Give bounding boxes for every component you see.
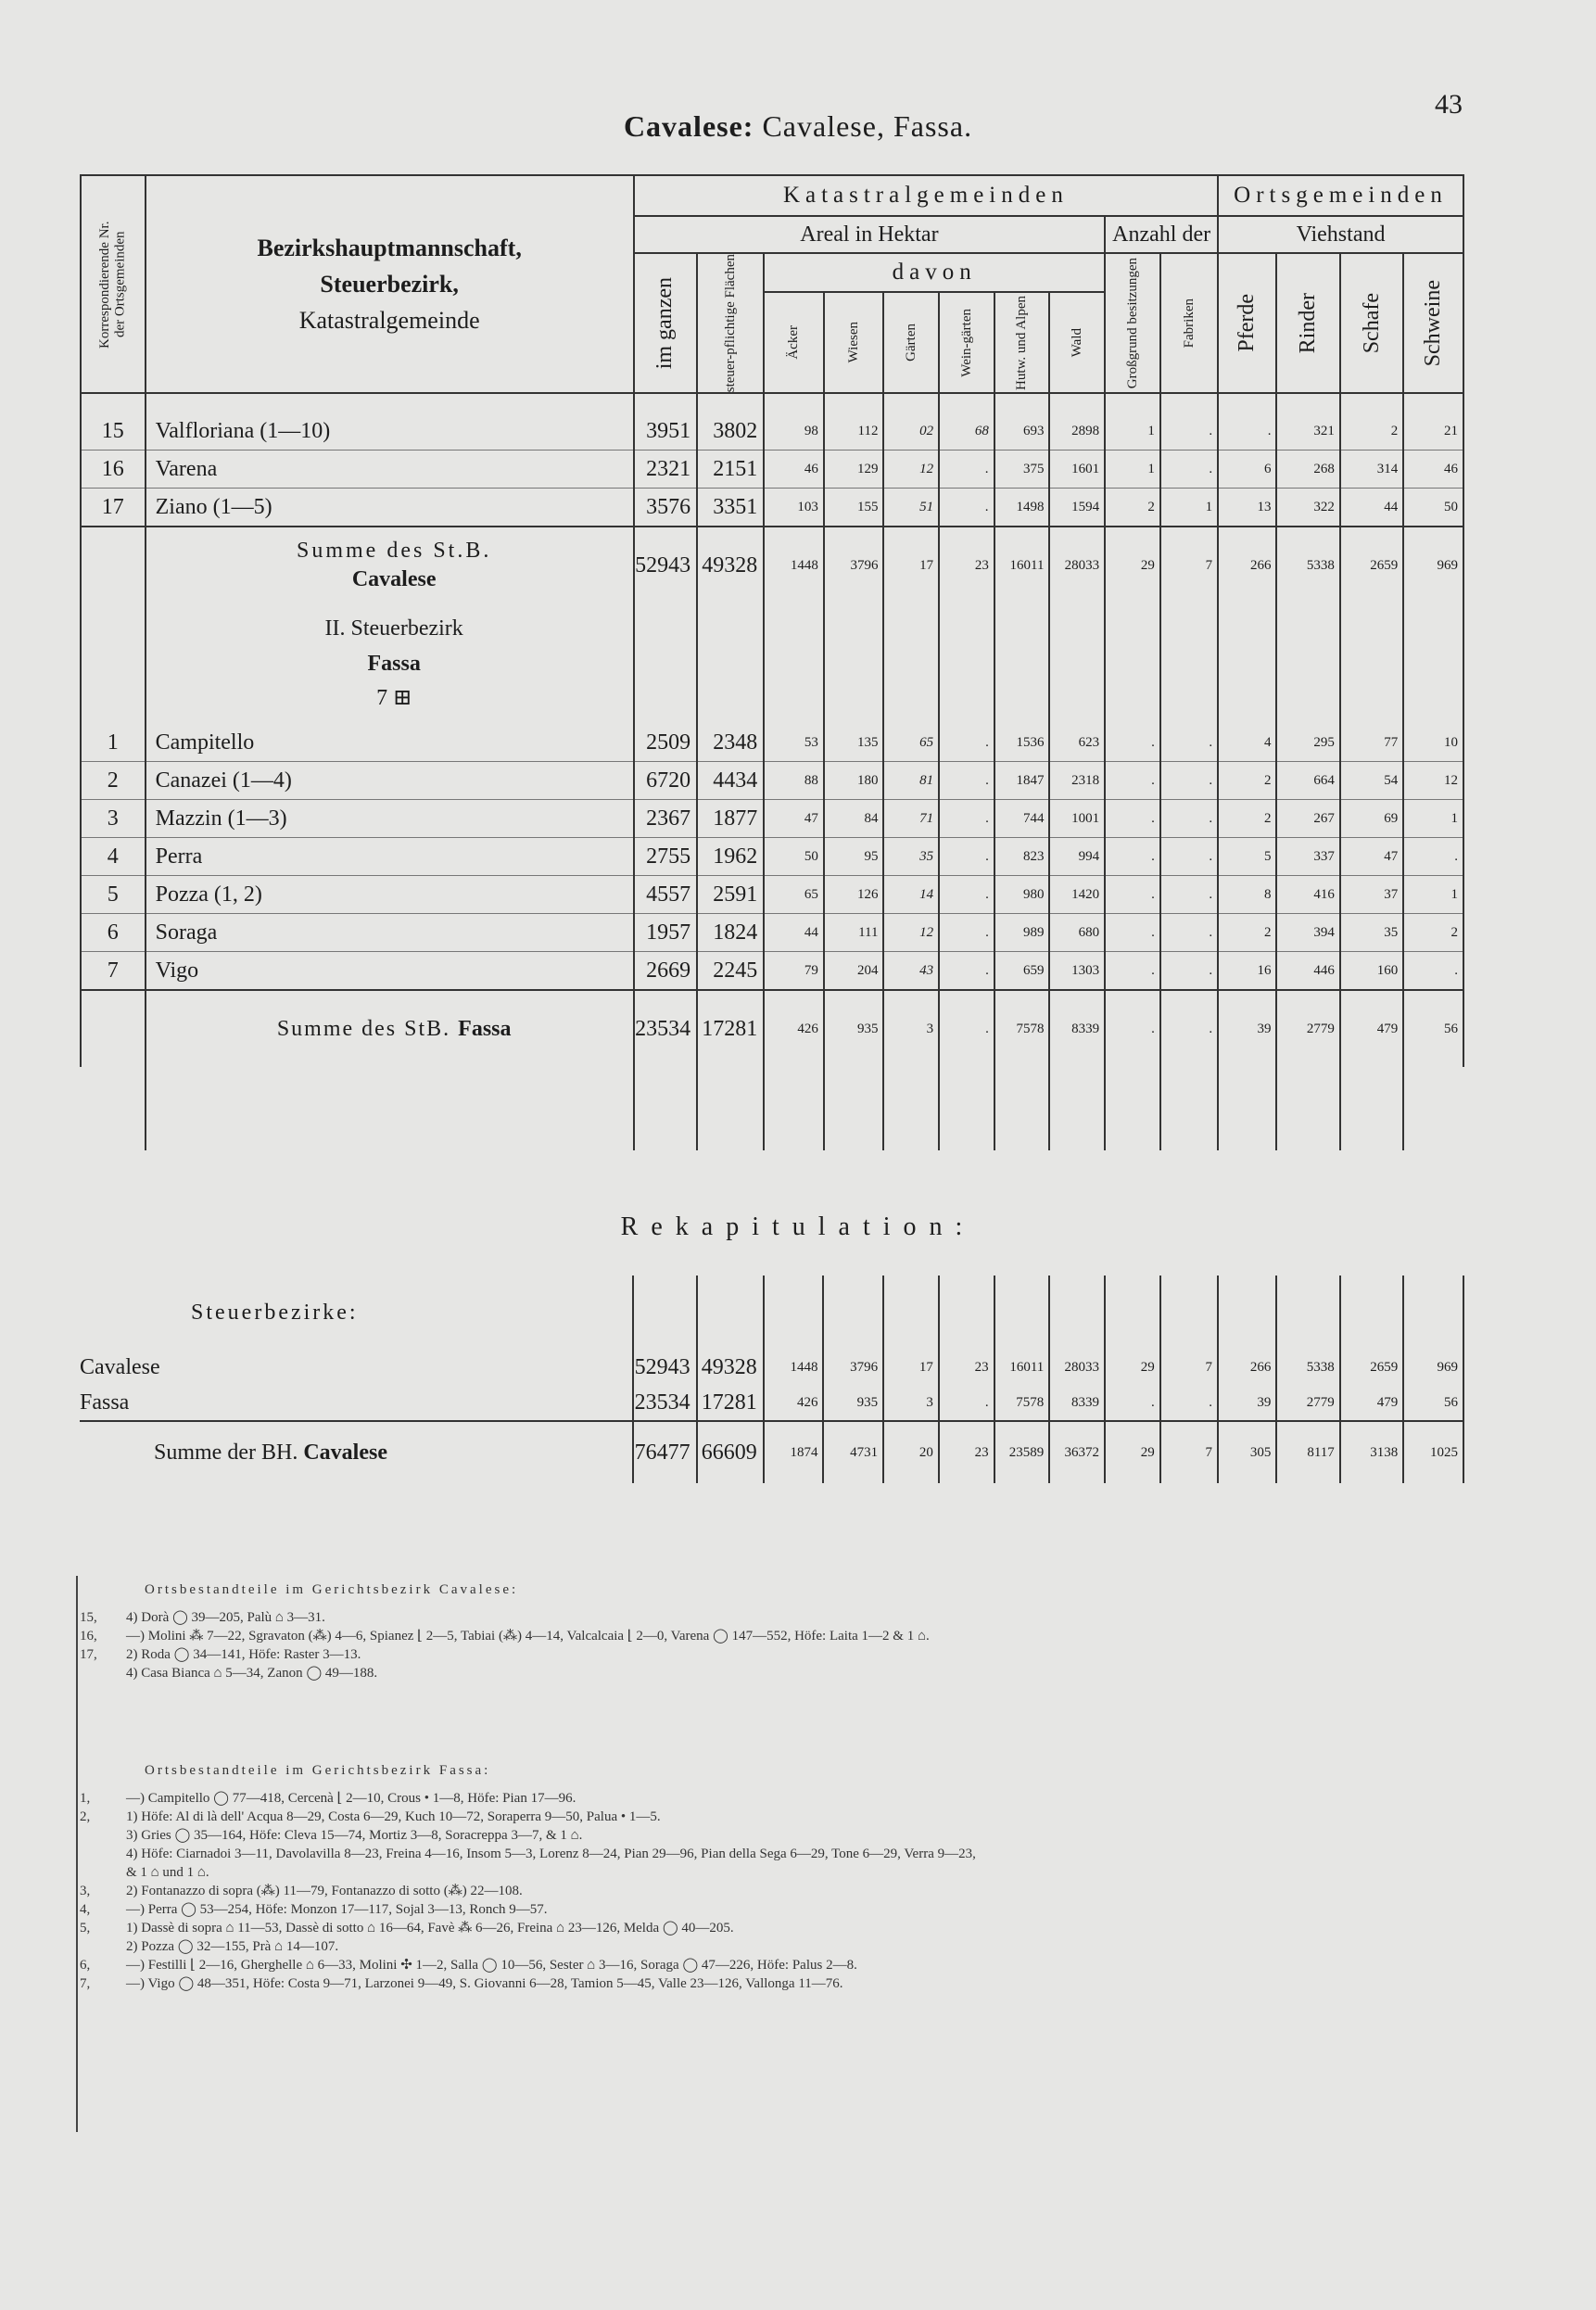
col-hutw: Hutw. und Alpen [994, 292, 1050, 393]
table-row: 16 Varena 2321 2151 46 129 12 . 375 1601 1 . 6 268 314 46 [81, 451, 1463, 489]
rekap-row: Cavalese 52943 49328 1448 3796 17 23 16011 28033 29 7 266 5338 2659 969 [80, 1350, 1463, 1385]
col-rinder: Rinder [1276, 253, 1339, 393]
note-line: 17, 2) Roda ◯ 34—141, Höfe: Raster 3—13. [80, 1647, 361, 1662]
sum-row-cavalese: Summe des St.B. Cavalese 52943 49328 1448 3796 17 23 16011 28033 29 7 266 5338 2659 969 [81, 527, 1463, 603]
table-row: 5 Pozza (1, 2) 4557 2591 65 126 14 . 980 1420 . . 8 416 37 1 [81, 876, 1463, 914]
notes-fassa [80, 1761, 1470, 1993]
col-schweine: Schweine [1403, 253, 1463, 393]
rekapitulation-title: Rekapitulation: [620, 1212, 976, 1241]
areal-header: Areal in Hektar [634, 216, 1105, 253]
note-line: 3) Gries ◯ 35—164, Höfe: Cleva 15—74, Mortiz 3—8, Soracreppa 3—7, & 1 ⌂. [126, 1828, 583, 1843]
table-row: 15 Valfloriana (1—10) 3951 3802 98 112 02 68 693 2898 1 . . 321 2 21 [81, 412, 1463, 451]
margin-rule [76, 1576, 78, 2132]
davon-header: davon [764, 253, 1105, 292]
col-gaerten: Gärten [883, 292, 939, 393]
note-line: & 1 ⌂ und 1 ⌂. [126, 1865, 209, 1880]
col-wiesen: Wiesen [824, 292, 884, 393]
col-nr-header: Korrespondierende Nr. der Ortsgemeinden [81, 175, 146, 393]
table-row: 7 Vigo 2669 2245 79 204 43 . 659 1303 . . 16 446 160 . [81, 952, 1463, 991]
table-row: 1 Campitello 2509 2348 53 135 65 . 1536 623 . . 4 295 77 10 [81, 724, 1463, 762]
note-line: 16, —) Molini ⁂ 7—22, Sgravaton (⁂) 4—6, Spianez ⌊ 2—5, Tabiai (⁂) 4—14, Valcalcaia ⌊ 2—0, Varena ◯ 147—552, Höfe: Laita 1—2 & 1 ⌂. [80, 1629, 930, 1644]
rekapitulation-table [80, 1276, 1464, 1483]
col-pferde: Pferde [1218, 253, 1276, 393]
sum-row-fassa: Summe des StB. Fassa 23534 17281 426 935 3 . 7578 8339 . . 39 2779 479 56 [81, 990, 1463, 1067]
col-wald: Wald [1049, 292, 1105, 393]
table-row: 17 Ziano (1—5) 3576 3351 103 155 51 . 1498 1594 2 1 13 322 44 50 [81, 489, 1463, 527]
page-title: Cavalese: Cavalese, Fassa. [623, 109, 973, 143]
table-row: 6 Soraga 1957 1824 44 111 12 . 989 680 . . 2 394 35 2 [81, 914, 1463, 952]
kat-header: Katastralgemeinden [634, 175, 1218, 216]
note-line: 4) Höfe: Ciarnadoi 3—11, Davolavilla 8—23, Freina 4—16, Insom 5—3, Lorenz 8—24, Pian 29—96, Pian della Sega 6—29, Tone 6—29, Verra 9—23, [126, 1847, 976, 1861]
table-row: 2 Canazei (1—4) 6720 4434 88 180 81 . 1847 2318 . . 2 664 54 12 [81, 762, 1463, 800]
anzahl-header: Anzahl der [1105, 216, 1218, 253]
note-line: 2, 1) Höfe: Al di là dell' Acqua 8—29, Costa 6—29, Kuch 10—72, Soraperra 9—50, Palua • 1—5. [80, 1809, 661, 1824]
col-schafe: Schafe [1340, 253, 1403, 393]
col-steuer: steuer-pflichtige Flächen [697, 253, 764, 393]
note-line: 1, —) Campitello ◯ 77—418, Cercenà ⌊ 2—10, Crous • 1—8, Höfe: Pian 17—96. [80, 1791, 576, 1806]
note-line: 7, —) Vigo ◯ 48—351, Höfe: Costa 9—71, Larzonei 9—49, S. Giovanni 6—28, Tamion 5—45, Valle 23—126, Vallonga 11—76. [80, 1976, 843, 1991]
rekap-row: Fassa 23534 17281 426 935 3 . 7578 8339 . . 39 2779 479 56 [80, 1385, 1463, 1421]
note-line: 2) Pozza ◯ 32—155, Prà ⌂ 14—107. [126, 1939, 339, 1954]
rekap-label-row: Steuerbezirke: [80, 1276, 1463, 1350]
notes-cavalese [80, 1580, 1470, 1682]
col-gross: Großgrund besitzungen [1105, 253, 1160, 393]
col-wein: Wein-gärten [939, 292, 994, 393]
note-line: 4) Casa Bianca ⌂ 5—34, Zanon ◯ 49—188. [126, 1666, 378, 1681]
note-line: 6, —) Festilli ⌊ 2—16, Gherghelle ⌂ 6—33, Molini ✣ 1—2, Salla ◯ 10—56, Sester ⌂ 3—16, Soraga ◯ 47—226, Höfe: Palus 2—8. [80, 1958, 857, 1973]
orts-header: Ortsgemeinden [1218, 175, 1463, 216]
table-row: 3 Mazzin (1—3) 2367 1877 47 84 71 . 744 1001 . . 2 267 69 1 [81, 800, 1463, 838]
col-fabriken: Fabriken [1160, 253, 1218, 393]
note-line: 5, 1) Dassè di sopra ⌂ 11—53, Dassè di sotto ⌂ 16—64, Favè ⁂ 6—26, Freina ⌂ 23—126, Melda ◯ 40—205. [80, 1921, 734, 1936]
note-line: 4, —) Perra ◯ 53—254, Höfe: Monzon 17—117, Sojal 3—13, Ronch 9—57. [80, 1902, 548, 1917]
note-line: 15, 4) Dorà ◯ 39—205, Palù ⌂ 3—31. [80, 1610, 325, 1625]
notes-heading: Ortsbestandteile im Gerichtsbezirk Fassa: [145, 1763, 491, 1778]
fassa-heading-row: II. Steuerbezirk Fassa 7 ⊞ [81, 603, 1463, 724]
col-name-header: Bezirkshauptmannschaft, Steuerbezirk, Katastralgemeinde [146, 175, 634, 393]
notes-heading: Ortsbestandteile im Gerichtsbezirk Cavalese: [145, 1582, 519, 1597]
vieh-header: Viehstand [1218, 216, 1463, 253]
col-aecker: Äcker [764, 292, 824, 393]
table-row: 4 Perra 2755 1962 50 95 35 . 823 994 . . 5 337 47 . [81, 838, 1463, 876]
col-im-ganzen: im ganzen [634, 253, 697, 393]
rekap-total-row: Summe der BH. Cavalese 76477 66609 1874 4731 20 23 23589 36372 29 7 305 8117 3138 1025 [80, 1421, 1463, 1483]
note-line: 3, 2) Fontanazzo di sopra (⁂) 11—79, Fontanazzo di sotto (⁂) 22—108. [80, 1884, 523, 1898]
page-number: 43 [1435, 89, 1463, 120]
statistics-table [80, 174, 1464, 1150]
